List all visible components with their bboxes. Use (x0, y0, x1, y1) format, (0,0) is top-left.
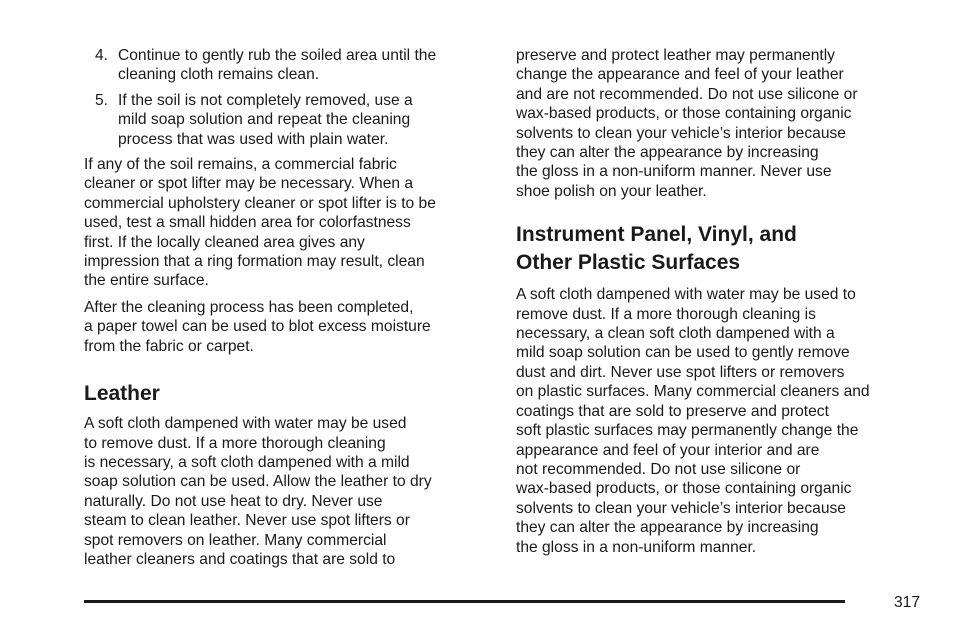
instrument-panel-paragraph (516, 285, 921, 557)
text-line: mild soap solution can be used to gently remove (516, 344, 850, 362)
text-line: the gloss in a non-uniform manner. Never use (516, 163, 832, 181)
step-number: 5. (95, 91, 109, 109)
text-line: to remove dust. If a more thorough cleaning (84, 434, 386, 452)
text-line: naturally. Do not use heat to dry. Never use (84, 492, 383, 510)
footer-rule (84, 600, 845, 603)
step-number: 4. (95, 47, 109, 64)
text-line: If any of the soil remains, a commercial fabric (84, 156, 397, 174)
page-number: 317 (893, 594, 920, 611)
text-line: leather cleaners and coatings that are sold to (84, 550, 396, 568)
text-line: After the cleaning process has been completed, (84, 298, 414, 316)
leather-heading: Leather (84, 382, 160, 406)
text-line: wax-based products, or those containing organic (516, 480, 852, 498)
text-line: necessary, a clean soft cloth dampened with a (516, 325, 835, 343)
heading-line: Instrument Panel, Vinyl, and (516, 223, 797, 247)
text-line: is necessary, a soft cloth dampened with a mild (84, 453, 410, 471)
step-4 (84, 46, 489, 85)
text-line: coatings that are sold to preserve and protect (516, 402, 829, 420)
blot-moisture-paragraph (84, 298, 489, 356)
right-column (516, 46, 921, 564)
text-line: they can alter the appearance by increasing (516, 144, 819, 162)
text-line: solvents to clean your vehicle’s interior because (516, 499, 846, 517)
text-line: not recommended. Do not use silicone or (516, 460, 801, 478)
text-line: soap solution can be used. Allow the leather to dry (84, 473, 432, 491)
text-line: used, test a small hidden area for colorfastness (84, 214, 411, 232)
step-text-line: cleaning cloth remains clean. (118, 66, 320, 84)
text-line: shoe polish on your leather. (516, 182, 707, 200)
text-line: solvents to clean your vehicle’s interior because (516, 124, 846, 142)
text-line: and are not recommended. Do not use silicone or (516, 85, 858, 103)
text-line: from the fabric or carpet. (84, 337, 254, 355)
fabric-cleaner-paragraph (84, 155, 489, 291)
heading-line: Other Plastic Surfaces (516, 251, 741, 275)
text-line: on plastic surfaces. Many commercial cleaners and (516, 383, 870, 401)
text-line: steam to clean leather. Never use spot lifters or (84, 512, 410, 530)
step-5 (84, 91, 489, 149)
text-line: the gloss in a non-uniform manner. (516, 538, 757, 556)
instrument-panel-heading (516, 221, 921, 277)
leather-paragraph-continued (516, 46, 921, 201)
step-text-line: mild soap solution and repeat the cleaning (118, 111, 411, 129)
text-line: preserve and protect leather may permanently (516, 47, 835, 64)
text-line: a paper towel can be used to blot excess moisture (84, 318, 431, 336)
text-line: first. If the locally cleaned area gives any (84, 233, 365, 251)
step-text-line: If the soil is not completely removed, use a (118, 91, 413, 109)
text-line: remove dust. If a more thorough cleaning is (516, 305, 816, 323)
text-line: the entire surface. (84, 272, 209, 290)
text-line: commercial upholstery cleaner or spot lifter is to be (84, 194, 436, 212)
text-line: A soft cloth dampened with water may be used to (516, 286, 856, 304)
text-line: spot removers on leather. Many commercial (84, 531, 387, 549)
text-line: they can alter the appearance by increasing (516, 519, 819, 537)
text-line: appearance and feel of your interior and are (516, 441, 820, 459)
text-line: impression that a ring formation may result, clean (84, 253, 425, 271)
text-line: soft plastic surfaces may permanently change the (516, 422, 859, 440)
step-text-line: Continue to gently rub the soiled area until the (118, 47, 437, 64)
text-line: dust and dirt. Never use spot lifters or removers (516, 363, 845, 381)
left-column (84, 46, 489, 576)
text-line: change the appearance and feel of your leather (516, 66, 844, 84)
text-line: cleaner or spot lifter may be necessary. When a (84, 175, 414, 193)
text-line: A soft cloth dampened with water may be used (84, 415, 407, 433)
text-line: wax-based products, or those containing organic (516, 105, 852, 123)
step-text-line: process that was used with plain water. (118, 130, 389, 148)
leather-paragraph (84, 414, 489, 569)
